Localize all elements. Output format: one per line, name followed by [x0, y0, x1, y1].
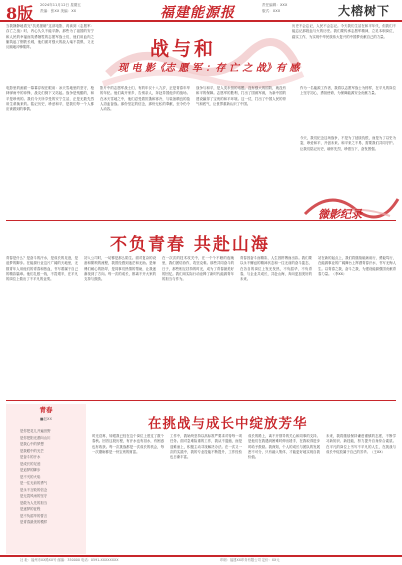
poem-line: 是不灭的火焰	[20, 474, 41, 479]
article3-text-col3: 成长的路上，离不开领导的关心和同事的支持。是他们在我遇到困难时伸出援手，在我取得进步时给予鼓励。我深知，个人的成长与团队的发展密不可分，只有融入集体，才能更好地实现自我价值。	[248, 434, 320, 460]
section-divider-2	[6, 400, 396, 401]
article3-text-col4: 未来，我将继续保持谦虚谨慎的态度，不断学习新知识、新技能，努力提升自身综合素质。在平凡的岗位上书写不平凡的人生，在挑战与成长中绽放属于自己的芳华。（王XX）	[326, 434, 396, 454]
poem-line: 是我眼中的光芒	[20, 448, 44, 453]
article-text-col5: 今天，我们纪念这场战争，不是为了延续仇恨，而是为了以史为鉴，珍爱和平，开创未来。和平来之不易，需要我们共同守护。让我们铭记历史，缅怀先烈，珍惜当下，奋发图强。	[300, 136, 396, 151]
poem-line: 是成长的足迹	[20, 461, 41, 466]
article2-text-col1: 青春是什么？是奋斗的汗水，是成长的足迹，是追梦的脚步。在能源行业这片广阔的天地里，无数青年人用他们的青春和热血，书写着属于自己的精彩篇章。他们扎根一线，不畏艰辛，在平凡的岗位上做出了不平凡的业绩。	[6, 256, 78, 282]
poem-line: 是追梦的脚步	[20, 468, 41, 472]
footer-address: 社 址：福州市XX路XX号 邮编：350000 电话：0591-XXXXXXXX	[20, 558, 119, 562]
poem-author: ■赵XX	[40, 417, 52, 421]
article3-text-col2: 工作中，我始终坚持以高标准严要求对待每一项任务。面对急难险重的工作，我从不退缩，而是迎难而上，积极主动寻找解决办法。在一次又一次的实践中，我的专业技能不断提升，工作经验也日渐丰富。	[170, 434, 242, 460]
poem-line: 是青春最美的模样	[20, 520, 48, 524]
article-title-3: 在挑战与成长中绽放芳华	[148, 416, 308, 432]
editor-credit: 责编：张XX 美编：XX	[40, 9, 77, 13]
decorative-watermark-text: 微影纪录	[318, 208, 362, 221]
article2-text-col2: 初入公司时，一切都是那么陌生。面对复杂的设备和繁琐的流程，我曾经感到迷茫和无助。是师傅们耐心的指导，是同事们热情的帮助，让我逐渐找到了方向。每一次的成长，都离不开大家的支持与鼓励。	[84, 256, 156, 282]
page-number: 8版	[6, 4, 34, 23]
poem-line: 是无畏风雨的坚守	[20, 494, 48, 498]
article2-text-col3: 在一次次的技术攻关中，在一个个不眠的夜晚里，我们团结协作，攻坚克难。那些共同奋斗的日子，那些相互扶持的时光，成为了青春最美好的回忆。我们用实际行动诠释了新时代能源青年的担当与作为。	[162, 256, 234, 282]
layout-credit: 版式：XXX	[262, 9, 281, 13]
article-text-col1-top: 当我静静地看完“抗美援朝”这部电影，再读到《志愿军：存亡之战》时，内心久久不能平静。那些为了祖国的安宁和人民的幸福而英勇牺牲的志愿军战士们，他们用血肉之躯筑起了钢铁长城，他们面对强大的敌人毫不畏惧，义无反顾地冲锋陷阵。	[6, 24, 94, 50]
issue-date: 2024年11月12日 星期五	[40, 3, 81, 7]
poem-line: 是奋斗的汗水	[20, 455, 41, 459]
editor-credit-2: 责任编辑：XXX	[262, 3, 288, 7]
section-title: 大榕树下	[338, 4, 391, 18]
article2-text-col4: 青春因奋斗而精彩，人生因拼搏而出彩。我们要以永不懈怠的精神状态和一往无前的奋斗姿态，在各自的岗位上发光发热，不负韶华，不负青春，与企业共成长，共赴山海，奔向更加美好的未来。	[240, 256, 312, 282]
article2-text-col5: 站在新的起点上，我们将继续砥砺前行，勇毅笃行，在能源事业的广阔舞台上挥洒青春汗水，书写无悔人生。以青春之我，奋斗之我，为建设能源强国贡献青春力量。（李XX）	[318, 256, 396, 276]
article-subtitle: 现 电 影《志 愿 军 ：存 亡 之 战》有 感	[118, 63, 300, 74]
poem-line: 是我心中的梦想	[20, 442, 44, 446]
poem-title: 青春	[39, 406, 53, 414]
poem-line: 是敢为人先的担当	[20, 500, 48, 505]
masthead: 福建能源报	[160, 5, 235, 21]
article-title: 战与和	[150, 38, 217, 60]
section-divider-1	[6, 220, 396, 221]
article-title-2: 不负青春 共赴山海	[110, 235, 270, 255]
poem-line: 是你把阳光洒向山川	[20, 435, 51, 440]
poem-line: 是一往无前的勇气	[20, 481, 48, 485]
article-text-col5-top: 作为一名能源工作者，我将以志愿军战士为榜样，在平凡的岗位上坚守初心，勇担使命，为保障能源安全贡献力量。	[300, 86, 396, 96]
article-text-col3: 战争与和平，是人类永恒的话题。没有强大的国防，就没有和平的保障。志愿军的胜利，打出了国威军威，为新中国的建设赢得了宝贵的和平环境。这一仗，打出了中国人民的骨气和底气，让世界重新认识了中国。	[196, 86, 286, 106]
article-text-col1: 电影里的画面一幕幕浮现在眼前：冰天雪地里的坚守，枪林弹雨中的冲锋，战友们倒下又站起。战争是残酷的，和平是珍贵的。我们今天所享受的安宁生活，正是无数先烈用生命换来的。铭记历史，珍爱和平，是我们每一个人都应该做到的事情。	[6, 86, 94, 112]
poem-body	[20, 428, 80, 526]
footer-printer: 印刷：福建XX印务有限公司 定价：XX元	[220, 558, 280, 562]
poem-line: 是逐梦的征程	[20, 507, 41, 511]
poem-line: 是你把花儿开遍田野	[20, 429, 51, 433]
poem-line: 是永不言败的信念	[20, 487, 48, 492]
article3-text-col1: 时光荏苒，转眼我已经在这个岗位上度过了数个春秋。回首这段历程，有汗水也有泪水，有困惑也有收获。每一次挑战都是一次成长的机会，每一次磨砺都是一份宝贵的财富。	[92, 434, 164, 454]
article-text-col2: 影片中的志愿军战士们，有的年仅十八九岁，正是青春年华的年纪。他们离开家乡，告别亲人，奔赴异国他乡的战场。在冰天雪地之中，他们忍受着饥饿和寒冷，与装备精良的敌人浴血奋战。那份坚定的信念，那份无私的奉献，至今仍令人动容。	[100, 86, 190, 112]
article-text-col4: 历史不会忘记，人民不会忘记。今天我们生活在和平年代，但我们不能忘记那段血与火的历史。我们要传承志愿军精神，立足本职岗位，踏实工作，为实现中华民族伟大复兴的中国梦贡献自己的力量。	[292, 24, 396, 39]
poem-line: 是不负韶华的誓言	[20, 513, 48, 518]
